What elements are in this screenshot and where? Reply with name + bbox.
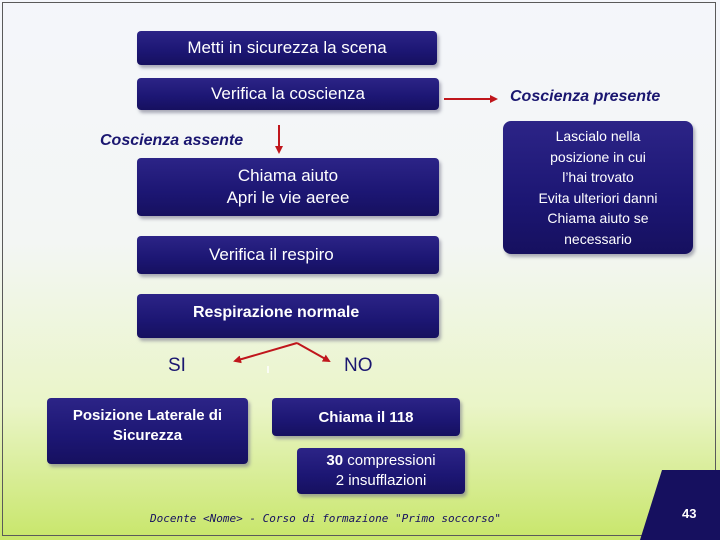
step-call-help-line2: Apri le vie aeree	[226, 188, 350, 207]
conscious-line2: posizione in cui	[550, 148, 646, 165]
conscious-line5: Chiama aiuto se	[547, 210, 649, 226]
step-cpr-line2: 2 insufflazioni	[335, 472, 427, 489]
conscious-line1: Lascialo nella	[555, 128, 641, 144]
step-cpr-compressions-count: 30	[326, 452, 344, 469]
step-call-118-text: Chiama il 118	[318, 408, 414, 426]
conscious-line3: l’hai trovato	[562, 169, 634, 185]
step-normal-breathing-text: Respirazione normale	[193, 304, 360, 321]
footer-text: Docente <Nome> - Corso di formazione "Primo soccorso"	[150, 512, 501, 525]
page-number: 43	[682, 506, 697, 521]
arrow-to-no	[297, 343, 329, 361]
step-call-help-line1: Chiama aiuto	[237, 166, 339, 185]
step-recovery-position-text: Posizione Laterale di Sicurezza	[72, 407, 223, 444]
page-corner	[640, 470, 720, 540]
step-cpr-compressions-label: compressioni	[343, 452, 436, 469]
conscious-line4: Evita ulteriori danni	[538, 189, 658, 206]
label-conscious-present: Coscienza presente	[510, 88, 661, 105]
step-check-consciousness-text: Verifica la coscienza	[210, 84, 366, 103]
label-conscious-absent: Coscienza assente	[100, 132, 244, 149]
step-check-breathing-text: Verifica il respiro	[209, 245, 334, 264]
label-no: NO	[344, 355, 373, 376]
conscious-line6: necessario	[564, 230, 632, 247]
arrow-to-yes	[235, 343, 297, 361]
step-secure-scene-text: Metti in sicurezza la scena	[187, 38, 387, 57]
label-yes: SI	[168, 355, 186, 376]
